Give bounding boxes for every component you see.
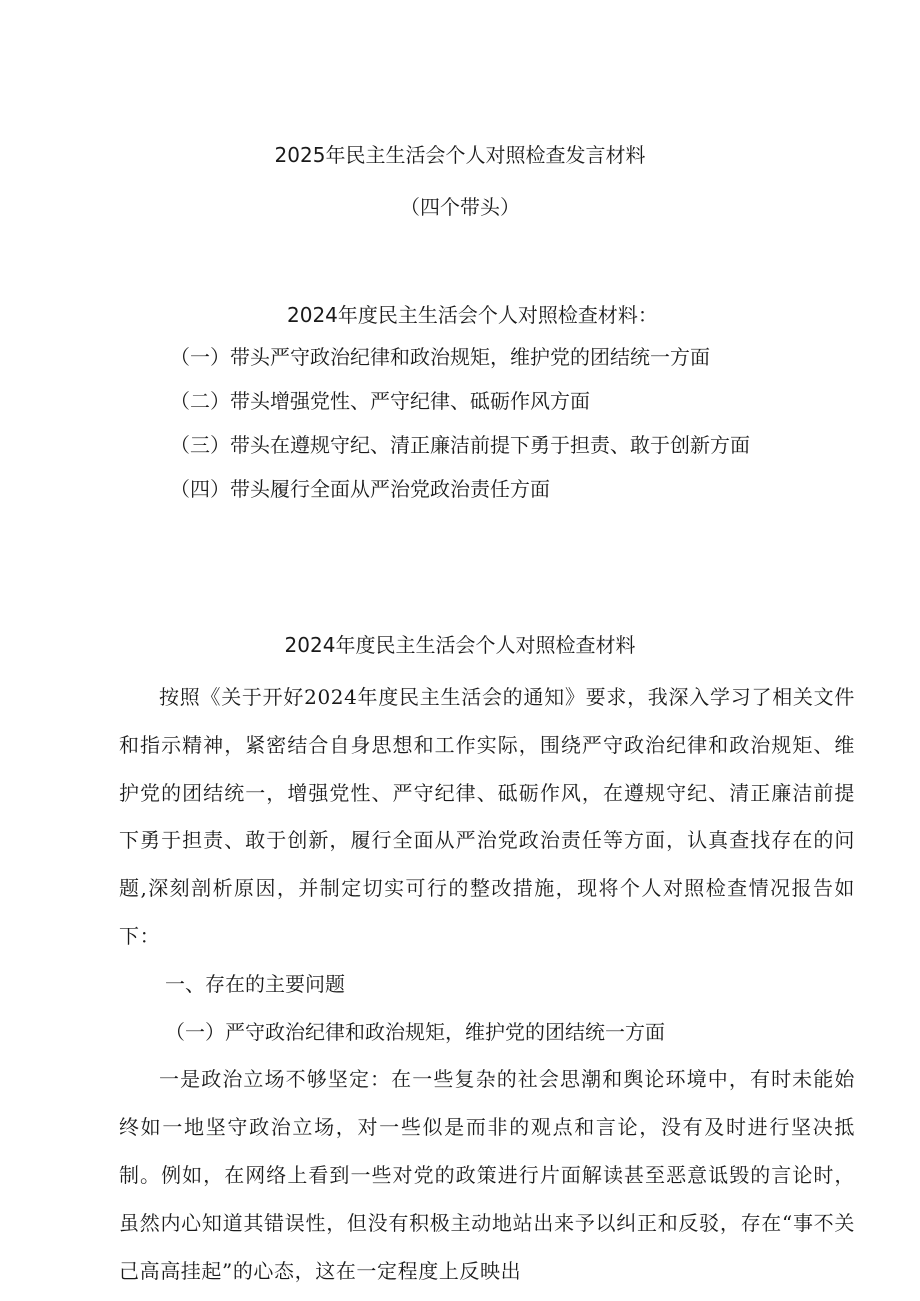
section-heading: 一、存在的主要问题 <box>165 971 345 996</box>
subsection-heading: （一）严守政治纪律和政治规矩，维护党的团结统一方面 <box>165 1019 665 1044</box>
point-paragraph: 一是政治立场不够坚定：在一些复杂的社会思潮和舆论环境中，有时未能始终如一地坚守政治立场，对一些似是而非的观点和言论，没有及时进行坚决抵制。例如，在网络上看到一些对党的政策进行片面解读甚至恶意诋毁的言论时，虽然内心知道其错误性，但没有积极主动地站出来予以纠正和反驳，存在“事不关己高高挂起”的心态，这在一定程度上反映出 <box>119 1067 855 1283</box>
toc-list <box>170 342 750 518</box>
toc-heading: 2024年度民主生活会个人对照检查材料： <box>287 303 658 327</box>
toc-item: （三）带头在遵规守纪、清正廉洁前提下勇于担责、敢于创新方面 <box>170 433 750 457</box>
intro-paragraph: 按照《关于开好2024年度民主生活会的通知》要求，我深入学习了相关文件和指示精神，紧密结合自身思想和工作实际，围绕严守政治纪律和政治规矩、维护党的团结统一，增强党性、严守纪律、砥砺作风，在遵规守纪、清正廉洁前提下勇于担责、敢于创新，履行全面从严治党政治责任等方面，认真查找存在的问题,深刻剖析原因，并制定切实可行的整改措施，现将个人对照检查情况报告如下： <box>119 685 855 948</box>
document-main-title: 2025年民主生活会个人对照检查发言材料 <box>274 143 646 167</box>
toc-item: （一）带头严守政治纪律和政治规矩，维护党的团结统一方面 <box>170 345 710 369</box>
toc-item: （四）带头履行全面从严治党政治责任方面 <box>170 477 550 501</box>
report-title: 2024年度民主生活会个人对照检查材料 <box>284 633 636 657</box>
document-subtitle: （四个带头） <box>400 195 520 219</box>
report-body <box>119 674 855 1295</box>
toc-item: （二）带头增强党性、严守纪律、砥砺作风方面 <box>170 389 590 413</box>
